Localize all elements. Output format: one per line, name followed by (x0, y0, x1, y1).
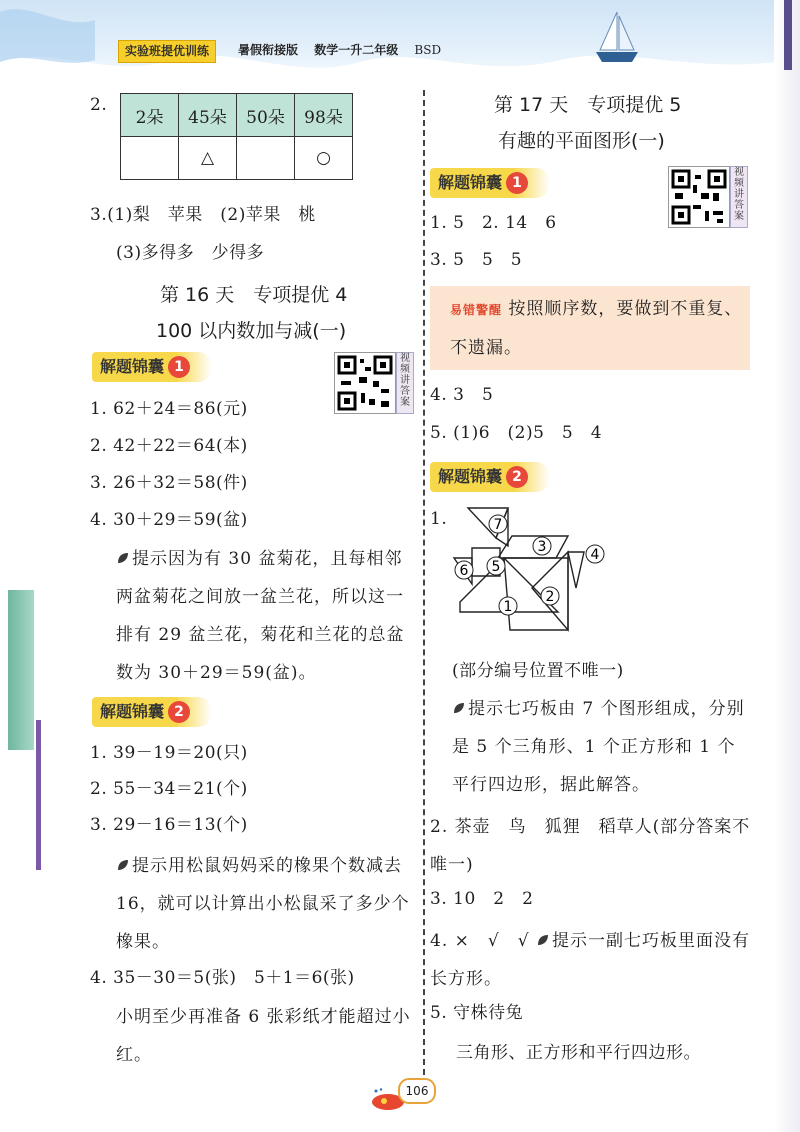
tip-text: 提示因为有 30 盆菊花，且每相邻两盆菊花之间放一盆兰花，所以这一排有 29 盆兰花，菊花和兰花的总盆数为 30＋29＝59(盆)。 (116, 549, 405, 683)
right-edge-bar (774, 0, 800, 1132)
tip-paragraph (452, 690, 752, 804)
tangram-label: 6 (459, 563, 469, 579)
answer-paragraph (430, 922, 756, 998)
answer-line: 1. (430, 509, 448, 529)
left-edge-stripe (36, 720, 41, 870)
judgement-marks: 4. × √ √ (430, 931, 530, 951)
qr-label: 视频讲答案 (730, 166, 748, 228)
section-badge (430, 168, 550, 198)
warning-text: 按照顺序数，要做到不重复、不遗漏。 (450, 299, 743, 358)
tangram-figure (450, 502, 620, 652)
left-edge-decoration (8, 590, 34, 750)
table-cell: 50朵 (237, 94, 295, 137)
answer-line: (3)多得多 少得多 (116, 243, 265, 263)
tip-text: 提示一副七巧板里面没有长方形。 (430, 931, 750, 989)
tangram-label: 2 (545, 589, 555, 605)
section-badge (92, 352, 212, 382)
tangram-label: 5 (491, 559, 501, 575)
answer-line: 4. 3 5 (430, 385, 494, 405)
tip-paragraph (116, 847, 416, 961)
header-info (238, 40, 453, 61)
day17-subtitle: 有趣的平面图形(一) (498, 130, 665, 152)
section-badge (430, 462, 550, 492)
tangram-label: 3 (537, 539, 547, 555)
flower-table (120, 93, 353, 180)
page-number: 106 (398, 1078, 436, 1104)
edition-label: 暑假衔接版 (238, 43, 299, 57)
answer-line: 3. 10 2 2 (430, 889, 534, 909)
note-line: (部分编号位置不唯一) (452, 661, 624, 681)
answer-line: 3. 5 5 5 (430, 250, 523, 270)
answer-line: 2. 42＋22＝64(本) (90, 436, 248, 456)
tip-paragraph (116, 540, 416, 692)
answer-line: 1. 62＋24＝86(元) (90, 399, 248, 419)
answer-line: 3. 26＋32＝58(件) (90, 473, 248, 493)
badge-number: 2 (506, 466, 528, 488)
tip-text: 提示七巧板由 7 个图形组成，分别是 5 个三角形、1 个正方形和 1 个平行四边形，据此解答。 (452, 699, 745, 795)
answer-line: 3. 29－16＝13(个) (90, 815, 248, 835)
qr-code[interactable] (668, 166, 730, 228)
badge-number: 2 (168, 701, 190, 723)
tangram-label: 4 (590, 547, 600, 563)
answer-line: 3.(1)梨 苹果 (2)苹果 桃 (90, 205, 316, 225)
table-cell: ○ (295, 137, 353, 180)
table-cell (121, 137, 179, 180)
warning-content (450, 290, 746, 367)
answer-line: 1. 39－19＝20(只) (90, 743, 248, 763)
answer-line: 4. 30＋29＝59(盆) (90, 510, 248, 530)
sailboat-icon (592, 8, 642, 68)
edition-code: BSD (414, 43, 442, 57)
tangram-label: 1 (503, 599, 513, 615)
answer-line: 2. 55－34＝21(个) (90, 779, 248, 799)
q2-number: 2. (90, 95, 108, 115)
leaf-icon (116, 858, 130, 872)
badge-label: 解题锦囊 (100, 702, 165, 721)
answer-paragraph: 2. 茶壶 鸟 狐狸 稻草人(部分答案不唯一) (430, 817, 751, 875)
section-badge (92, 697, 212, 727)
tip-text: 提示用松鼠妈妈采的橡果个数减去 16，就可以计算出小松鼠采了多少个橡果。 (116, 856, 410, 952)
badge-label: 解题锦囊 (100, 357, 165, 376)
table-cell: 98朵 (295, 94, 353, 137)
answer-line: 5. (1)6 (2)5 5 4 (430, 423, 603, 443)
table-cell (237, 137, 295, 180)
answer-line: 1. 5 2. 14 6 (430, 213, 557, 233)
leaf-icon (116, 551, 130, 565)
column-divider (423, 90, 425, 1075)
series-logo: 实验班提优训练 (118, 40, 216, 63)
warning-label: 易错警醒 (450, 303, 503, 317)
subject-label: 数学一升二年级 (314, 43, 399, 57)
table-cell: 45朵 (179, 94, 237, 137)
day17-title: 第 17 天 专项提优 5 (494, 94, 682, 116)
answer-line: 4. 35－30＝5(张) 5＋1＝6(张) (90, 968, 355, 988)
answer-line: 三角形、正方形和平行四边形。 (456, 1043, 701, 1063)
qr-code[interactable] (334, 352, 396, 414)
leaf-icon (536, 933, 550, 947)
badge-label: 解题锦囊 (438, 467, 503, 486)
table-cell: 2朵 (121, 94, 179, 137)
badge-number: 1 (168, 356, 190, 378)
tangram-label: 7 (493, 517, 503, 533)
tangram-piece (568, 552, 584, 588)
page-header (0, 0, 800, 90)
qr-label: 视频讲答案 (396, 352, 414, 414)
table-cell: △ (179, 137, 237, 180)
badge-number: 1 (506, 172, 528, 194)
day16-title: 第 16 天 专项提优 4 (160, 284, 348, 306)
answer-paragraph: 小明至少再准备 6 张彩纸才能超过小红。 (116, 1007, 411, 1065)
leaf-icon (452, 701, 466, 715)
badge-label: 解题锦囊 (438, 173, 503, 192)
day16-subtitle: 100 以内数加与减(一) (156, 320, 347, 342)
answer-line: 5. 守株待兔 (430, 1003, 524, 1023)
